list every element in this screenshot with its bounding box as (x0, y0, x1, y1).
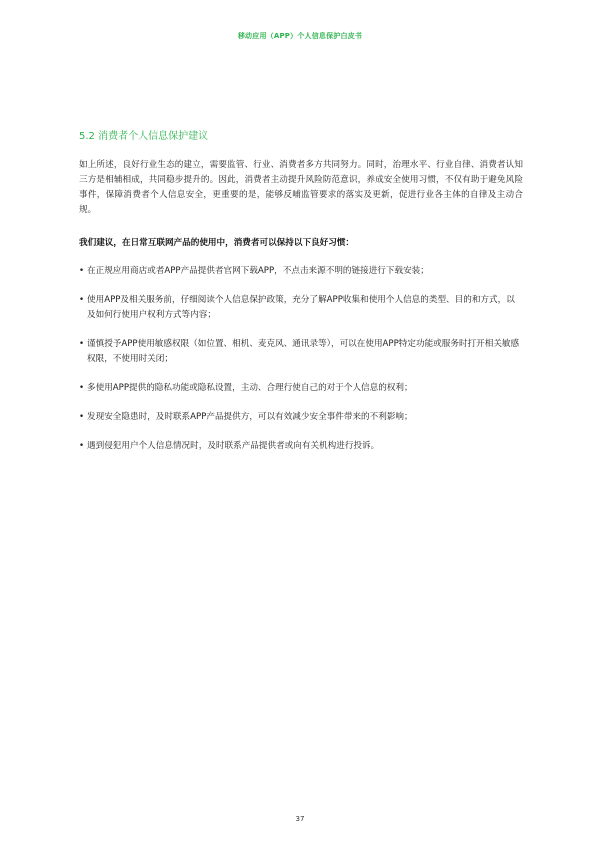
recommendation-list (79, 264, 523, 468)
bullet-icon: • (79, 295, 85, 305)
list-item (79, 337, 523, 367)
list-item-text: 遇到侵犯用户个人信息情况时，及时联系产品提供者或向有关机构进行投诉。 (87, 441, 380, 451)
intro-paragraph: 如上所述，良好行业生态的建立，需要监管、行业、消费者多方共同努力。同时，治理水平、行业自律、消费者认知三方是相辅相成，共同稳步提升的。因此，消费者主动提升风险防范意识，养成安全使用习惯，不仅有助于避免风险事件，保障消费者个人信息安全，更重要的是，能够反哺监管要求的落实及更新，促进行业各主体的自律及主动合规。 (79, 160, 523, 215)
list-item (79, 293, 523, 323)
list-item-text: 在正规应用商店或者APP产品提供者官网下载APP，不点击来源不明的链接进行下载安装； (87, 266, 429, 276)
running-header: 移动应用（APP）个人信息保护白皮书 (237, 32, 363, 40)
list-item (79, 381, 523, 396)
list-item-text: 多使用APP提供的隐私功能或隐私设置，主动、合理行使自己的对于个人信息的权利； (87, 383, 413, 393)
list-item (79, 439, 523, 454)
bullet-icon: • (79, 339, 85, 349)
list-item-text: 使用APP及相关服务前，仔细阅读个人信息保护政策，充分了解APP收集和使用个人信息的类型、目的和方式，以及如何行使用户权利方式等内容； (87, 295, 515, 320)
bullet-icon: • (79, 441, 85, 451)
section-title: 5.2 消费者个人信息保护建议 (79, 131, 209, 142)
list-item-text: 发现安全隐患时，及时联系APP产品提供方，可以有效减少安全事件带来的不利影响； (87, 412, 413, 422)
page-number: 37 (295, 815, 305, 823)
lead-sentence: 我们建议，在日常互联网产品的使用中，消费者可以保持以下良好习惯： (79, 238, 355, 248)
bullet-icon: • (79, 266, 85, 276)
bullet-icon: • (79, 383, 85, 393)
list-item-text: 谨慎授予APP使用敏感权限（如位置、相机、麦克风、通讯录等），可以在使用APP特定功能或服务时打开相关敏感权限，不使用时关闭； (87, 339, 520, 364)
bullet-icon: • (79, 412, 85, 422)
list-item (79, 410, 523, 425)
list-item (79, 264, 523, 279)
